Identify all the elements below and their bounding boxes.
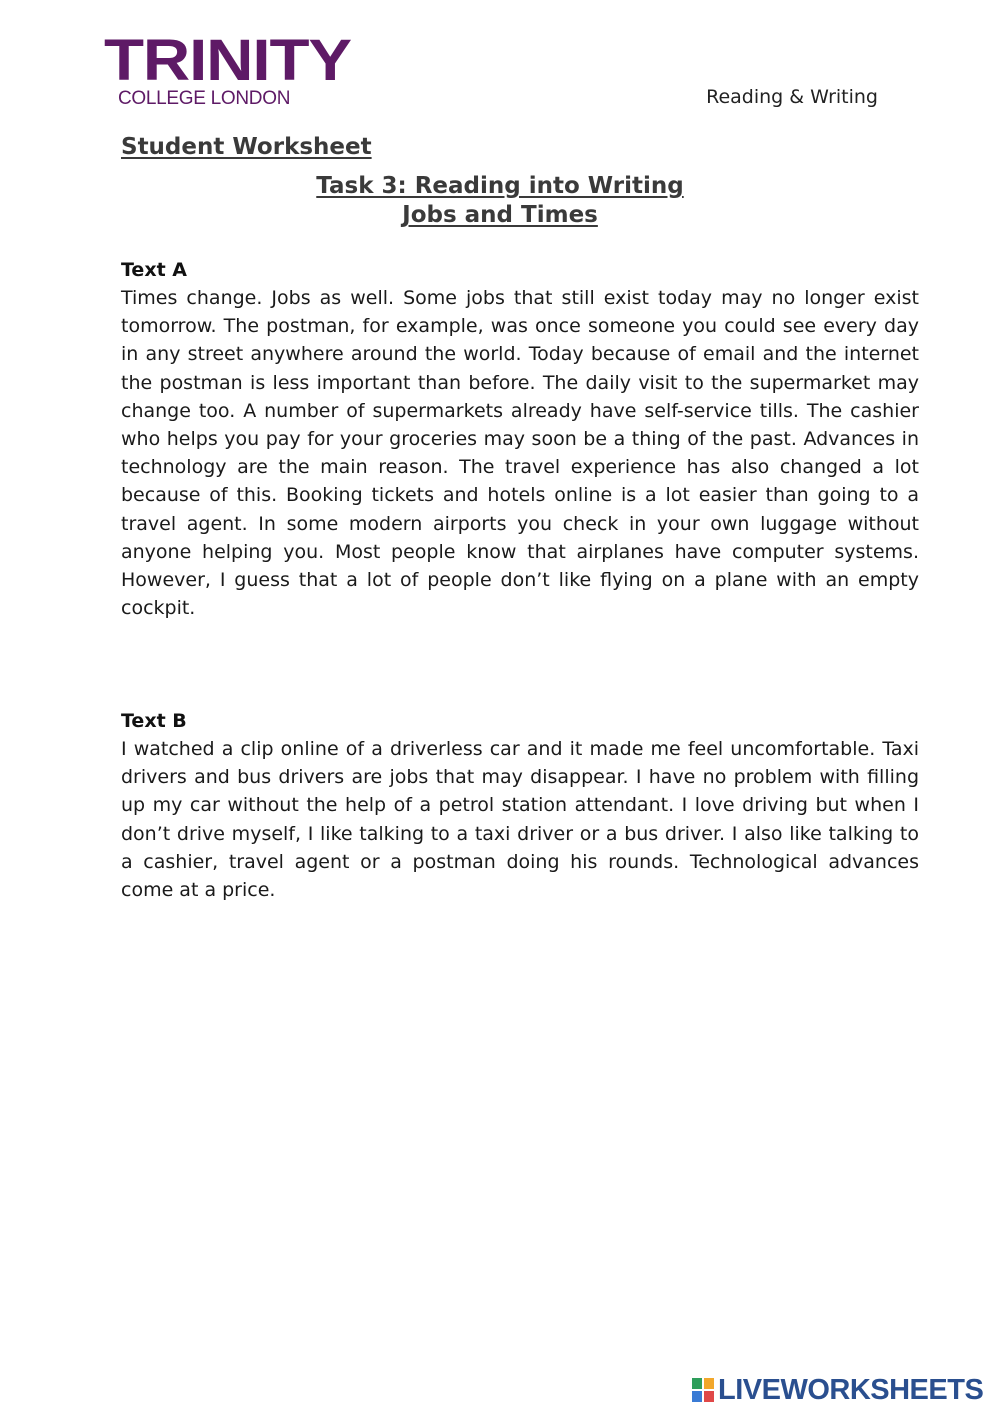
- text-b-section: [121, 707, 919, 904]
- liveworksheets-icon: [692, 1378, 714, 1402]
- trinity-college-logo: [104, 28, 354, 112]
- page-title: [0, 172, 1000, 230]
- text-a-heading: Text A: [121, 259, 187, 281]
- text-b-body: I watched a clip online of a driverless car and it made me feel uncomfortable. Taxi drivers and bus drivers are jobs that may disappear. I have no problem with filling up my car without the help of a petrol station attendant. I love driving but when I don’t drive myself, I like talking to a taxi driver or a bus driver. I also like talking to a cashier, travel agent or a postman doing his rounds. Technological advances come at a price.: [121, 738, 919, 902]
- topic-title: Jobs and Times: [402, 202, 598, 228]
- subject-label: Reading & Writing: [706, 86, 878, 108]
- logo-wordmark: TRINITY: [104, 28, 351, 93]
- liveworksheets-brand: LIVEWORKSHEETS: [718, 1373, 984, 1406]
- liveworksheets-watermark: [692, 1374, 983, 1406]
- text-b-heading: Text B: [121, 710, 187, 732]
- task-title: Task 3: Reading into Writing: [316, 173, 684, 199]
- text-a-section: [121, 256, 919, 622]
- logo-subtitle: COLLEGE LONDON: [118, 88, 291, 109]
- worksheet-label: Student Worksheet: [121, 134, 372, 160]
- text-a-body: Times change. Jobs as well. Some jobs that still exist today may no longer exist tomorrow. The postman, for example, was once someone you could see every day in any street anywhere around the world. Today because of email and the internet the postman is less important than before. The daily visit to the supermarket may change too. A number of supermarkets already have self-service tills. The cashier who helps you pay for your groceries may soon be a thing of the past. Advances in technology are the main reason. The travel experience has also changed a lot because of this. Booking tickets and hotels online is a lot easier than going to a travel agent. In some modern airports you check in your own luggage without anyone helping you. Most people know that airplanes have computer systems. However, I guess that a lot of people don’t like flying on a plane with an empty cockpit.: [121, 287, 919, 620]
